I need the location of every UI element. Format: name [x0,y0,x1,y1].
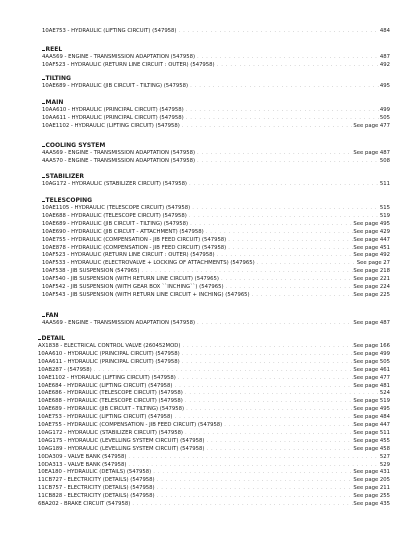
index-entry [38,405,390,413]
page-reference: 495 [379,83,390,89]
entry-label: 10AE753 - HYDRAULIC (LIFTING CIRCUIT) (547958) [42,28,177,34]
entry-label: 10AA611 - HYDRAULIC (PRINCIPAL CIRCUIT) (547958) [42,114,184,121]
dot-leader [204,445,353,453]
dot-leader [187,180,380,188]
index-entry [38,382,390,390]
entry-label: 10AF542 - JIB SUSPENSION (WITH GEAR BOX ``INCHING``) (547965) [42,284,224,290]
index-entry [38,366,390,374]
page-reference: See page 431 [353,469,390,476]
page-reference: 484 [379,28,390,34]
page-reference: 508 [379,157,390,164]
dot-leader [190,204,380,212]
page-reference: See page 166 [353,343,390,349]
entry-label: 10AE755 - HYDRAULIC (COMPENSATION - JIB FEED CIRCUIT) (547958) [38,422,223,428]
dot-leader [183,397,354,405]
dot-leader [215,251,354,259]
page-reference: See page 495 [353,406,390,413]
index-entry-top [42,27,390,35]
index-entry [38,421,390,429]
dot-leader [173,382,354,390]
section-heading [42,310,394,319]
index-entry [38,476,390,484]
dot-leader [255,259,357,267]
page-reference: 519 [379,212,390,219]
section-title: STABILIZER [45,173,85,180]
entry-label: 10AA610 - HYDRAULIC (PRINCIPAL CIRCUIT) (547958) [42,107,184,113]
dot-leader [92,366,354,374]
page-reference: See page 211 [353,485,390,492]
entry-label: 10AF533 - HYDRAULIC (ELECTROVALVE + LOCKING OF ATTACHMENTS) (547965) [42,260,255,267]
index-entry [42,180,390,188]
page-reference: See page 429 [353,228,390,235]
dot-leader [173,413,354,421]
dot-leader [155,492,354,500]
entry-label: 10AE689 - HYDRAULIC (JIB CIRCUIT - TILTING) (547958) [42,220,189,227]
page-reference: See page 495 [353,220,390,227]
index-entry [42,283,390,291]
index-entry [42,212,390,220]
entry-label: 10AE684 - HYDRAULIC (LIFTING CIRCUIT) (547958) [38,382,173,389]
index-entry [38,500,390,508]
index-entry [38,358,390,366]
page-reference: See page 511 [353,429,390,436]
page-reference: See page 458 [353,445,390,452]
dot-leader [195,319,353,327]
dot-leader [183,389,380,397]
entry-label: 10DA309 - VALVE BANK (547958) [38,453,127,460]
page-reference: See page 487 [353,150,390,156]
page-reference: See page 224 [353,284,390,290]
index-entry [38,374,390,382]
index-entry [38,453,390,461]
index-entry [38,437,390,445]
dot-leader [180,358,354,366]
entry-label: 4AA569 - ENGINE - TRANSMISSION ADAPTATION (547958) [42,320,196,326]
entry-label: 4AA569 - ENGINE - TRANSMISSION ADAPTATION (547958) [42,54,196,60]
page-reference: See page 27 [356,260,390,267]
page-reference: See page 451 [353,244,390,251]
index-entry [38,342,390,350]
entry-label: 10AE1102 - HYDRAULIC (LIFTING CIRCUIT) (547958) [42,122,180,129]
page-reference: See page 447 [353,422,390,428]
index-entry [42,149,390,157]
index-entry [38,389,390,397]
dot-leader [151,468,353,476]
entry-label: 10AE878 - HYDRAULIC (COMPENSATION - JIB FEED CIRCUIT) (547958) [42,244,227,251]
dot-leader [130,500,353,508]
entry-label: 4AA570 - ENGINE - TRANSMISSION ADAPTATION (547958) [42,157,196,164]
dot-leader [226,244,353,252]
entry-label: 11CB828 - ELECTRICITY (DETAILS) (547958) [38,493,155,500]
page-reference: See page 481 [353,382,390,389]
index-entry [38,429,390,437]
page-reference: See page 484 [353,414,390,421]
page-reference: See page 487 [353,320,390,326]
index-entry [42,251,390,259]
dot-leader [183,429,353,437]
entry-label: 11CB727 - ELECTRICITY (DETAILS) (547958) [38,477,155,484]
dot-leader [188,82,380,90]
section-title: TILTING [45,75,71,82]
page-reference: 529 [379,461,390,468]
dot-leader [195,53,380,61]
entry-label: 10AA610 - HYDRAULIC (PRINCIPAL CIRCUIT) (547958) [38,350,180,357]
dot-leader [224,283,354,291]
index-entry [42,259,390,267]
page-reference: See page 255 [353,493,390,500]
index-entry [38,492,390,500]
section-title: DETAIL [41,335,65,342]
section-heading [42,73,394,82]
entry-label: 10AE686 - HYDRAULIC (TELESCOPE CIRCUIT) (547958) [38,390,183,397]
page-reference: See page 492 [353,252,390,259]
page-reference: See page 435 [353,501,390,507]
page-reference: 524 [379,390,390,397]
entry-label: 10AF523 - HYDRAULIC (RETURN LINE CIRCUIT : OUTER) (547958) [42,61,215,68]
index-entry [42,319,390,327]
dot-leader [219,275,353,283]
page-reference: See page 221 [353,276,390,283]
page-reference: 499 [379,107,390,113]
index-entry [42,220,390,228]
section-heading [42,195,394,204]
index-entry [42,236,390,244]
entry-label: AX1838 - ELECTRICAL CONTROL VALVE (260452MOD) [38,343,181,349]
page-reference: 492 [379,61,390,68]
page-reference: 511 [379,181,390,187]
section-heading [42,44,394,53]
entry-label: 10AE688 - HYDRAULIC (TELESCOPE CIRCUIT) (547958) [38,398,183,405]
dot-leader [188,220,353,228]
entry-label: 10AG175 - HYDRAULIC (LEVELLING SYSTEM CIRCUIT) (547958) [38,437,205,444]
page-reference: 527 [379,453,390,460]
entry-label: 4AA569 - ENGINE - TRANSMISSION ADAPTATION (547958) [42,150,196,156]
entry-label: 6BA202 - BRAKE CIRCUIT (547958) [38,501,131,507]
dot-leader [204,437,353,445]
index-entry [42,275,390,283]
dot-leader [250,291,354,299]
dot-leader [180,342,353,350]
page-reference: See page 519 [353,398,390,405]
entry-label: 10AF543 - JIB SUSPENSION (WITH RETURN LINE CIRCUIT + INCHING) (547965) [42,291,250,298]
entry-label: 10AF538 - JIB SUSPENSION (547965) [42,268,140,275]
entry-label: 10AG189 - HYDRAULIC (LEVELLING SYSTEM CIRCUIT) (547958) [38,445,205,452]
page-reference: See page 505 [353,358,390,365]
dot-leader [139,267,353,275]
page-reference: 515 [379,205,390,211]
page-reference: See page 225 [353,291,390,298]
index-entry [38,350,390,358]
dot-leader [187,212,380,220]
dot-leader [180,350,354,358]
page-reference: 487 [379,54,390,60]
index-entry [38,413,390,421]
dot-leader [226,236,353,244]
index-entry [38,468,390,476]
index-entry [38,445,390,453]
entry-label: 10AE755 - HYDRAULIC (COMPENSATION - JIB FEED CIRCUIT) (547958) [42,236,227,243]
dot-leader [222,421,353,429]
index-entry [42,61,390,69]
dot-leader [176,374,354,382]
dot-leader [184,114,380,122]
entry-label: 10AE689 - HYDRAULIC (JIB CIRCUIT - TILTING) (547958) [38,406,185,413]
section-heading [42,97,394,106]
entry-label: 10DA313 - VALVE BANK (547958) [38,461,127,468]
index-entry [38,484,390,492]
section-title: FAN [45,312,59,319]
section-heading [42,140,394,149]
page-reference: See page 477 [353,122,390,129]
section-heading [38,333,390,342]
index-entry [42,122,390,130]
entry-label: 10AB287 - (547958) [38,366,92,373]
index-entry [42,106,390,114]
entry-label: 10AE753 - HYDRAULIC (LIFTING CIRCUIT) (547958) [38,414,173,421]
index-entry [42,267,390,275]
dot-leader [126,453,379,461]
page-reference: See page 218 [353,268,390,275]
dot-leader [126,461,379,469]
entry-label: 10AE1102 - HYDRAULIC (LIFTING CIRCUIT) (547958) [38,374,176,381]
index-entry [42,114,390,122]
entry-label: 10AF523 - HYDRAULIC (RETURN LINE CIRCUIT : OUTER) (547958) [42,252,215,259]
index-entry [42,82,390,90]
page-reference: See page 477 [353,374,390,381]
page-reference: 505 [379,114,390,121]
section-heading [42,171,394,180]
dot-leader [184,405,353,413]
page-reference: See page 447 [353,236,390,243]
entry-label: 10AE688 - HYDRAULIC (TELESCOPE CIRCUIT) (547958) [42,212,187,219]
page-reference: See page 499 [353,350,390,357]
index-entry [42,291,390,299]
dot-leader [195,157,380,165]
entry-label: 10AE689 - HYDRAULIC (JIB CIRCUIT - TILTING) (547958) [42,83,189,89]
page-reference: See page 461 [353,366,390,373]
dot-leader [215,61,380,69]
entry-label: 10AE1105 - HYDRAULIC (TELESCOPE CIRCUIT) (547958) [42,205,191,211]
index-entry [42,228,390,236]
section-title: TELESCOPING [45,197,93,204]
index-entry [42,157,390,165]
entry-label: 10AE690 - HYDRAULIC (JIB CIRCUIT - ATTACHMENT) (547958) [42,228,204,235]
entry-label: 10AA611 - HYDRAULIC (PRINCIPAL CIRCUIT) (547958) [38,358,180,365]
dot-leader [180,122,354,130]
index-entry [38,397,390,405]
dot-leader [204,228,354,236]
dot-leader [184,106,380,114]
dot-leader [195,149,353,157]
dot-leader [155,476,354,484]
page-reference: See page 205 [353,477,390,484]
entry-label: 10AF540 - JIB SUSPENSION (WITH RETURN LINE CIRCUIT) (547965) [42,276,219,283]
index-entry [42,244,390,252]
index-entry [38,461,390,469]
page-reference: See page 455 [353,437,390,444]
entry-label: 11CB757 - ELECTRICITY (DETAILS) (547958) [38,485,155,492]
index-entry [42,204,390,212]
section-title: MAIN [45,99,64,106]
dot-leader [177,27,380,35]
entry-label: 10EA180 - HYDRAULIC (DETAILS) (547958) [38,469,152,476]
dot-leader [155,484,354,492]
index-entry [42,53,390,61]
section-title: REEL [45,46,63,53]
entry-label: 10AG172 - HYDRAULIC (STABILIZER CIRCUIT) (547958) [38,429,184,436]
entry-label: 10AG172 - HYDRAULIC (STABILIZER CIRCUIT) (547958) [42,181,188,187]
section-title: COOLING SYSTEM [45,142,106,149]
